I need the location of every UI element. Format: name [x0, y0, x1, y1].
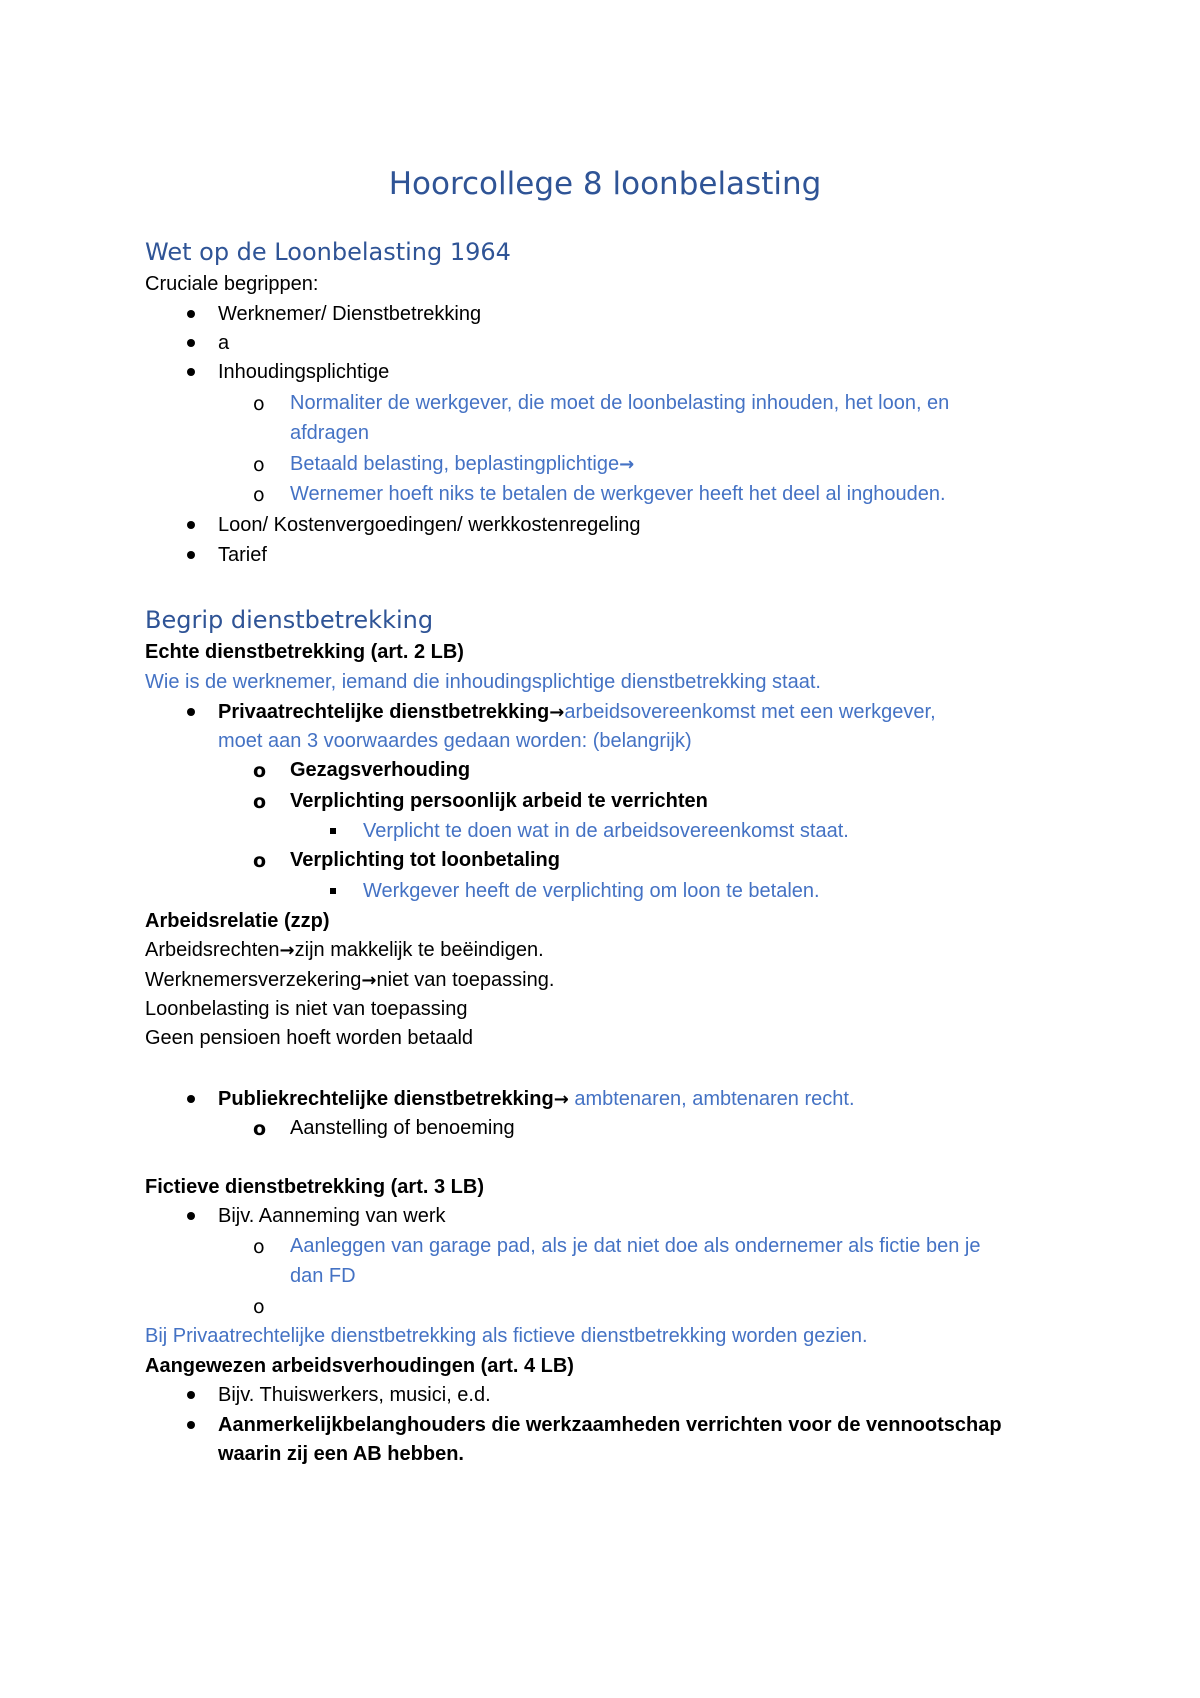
list-item: Verplichting persoonlijk arbeid te verrichten: [290, 790, 708, 812]
list-item: waarin zij een AB hebben.: [218, 1443, 464, 1465]
list-item: Aanmerkelijkbelanghouders die werkzaamheden verrichten voor de vennootschap: [218, 1414, 1002, 1436]
arrow-icon: →: [549, 702, 565, 723]
arrow-icon: →: [619, 454, 635, 475]
square-bullet-icon: [330, 888, 336, 894]
bullet-icon: [187, 1391, 195, 1399]
text-bij-priv: Bij Privaatrechtelijke dienstbetrekking als fictieve dienstbetrekking worden gezien.: [145, 1325, 868, 1347]
circle-bullet-icon: o: [253, 760, 267, 782]
list-item: Tarief: [218, 544, 267, 566]
subheading-fictieve: Fictieve dienstbetrekking (art. 3 LB): [145, 1176, 484, 1198]
list-item-priv: Privaatrechtelijke dienstbetrekking→arbeidsovereenkomst met een werkgever,: [218, 701, 936, 723]
list-item: afdragen: [290, 422, 369, 444]
text-line: Geen pensioen hoeft worden betaald: [145, 1027, 474, 1049]
text-line: Loonbelasting is niet van toepassing: [145, 998, 468, 1020]
text-line: Arbeidsrechten→zijn makkelijk te beëindigen.: [145, 939, 544, 961]
list-item: Normaliter de werkgever, die moet de loonbelasting inhouden, het loon, en: [290, 392, 950, 414]
list-item: Aanleggen van garage pad, als je dat niet doe als ondernemer als fictie ben je: [290, 1235, 981, 1257]
list-item: Aanstelling of benoeming: [290, 1117, 515, 1139]
list-item: Bijv. Thuiswerkers, musici, e.d.: [218, 1384, 491, 1406]
list-item: Wernemer hoeft niks te betalen de werkgever heeft het deel al inghouden.: [290, 483, 946, 505]
list-item: Bijv. Aanneming van werk: [218, 1205, 446, 1227]
document-title: Hoorcollege 8 loonbelasting: [388, 166, 822, 202]
list-item: Werknemer/ Dienstbetrekking: [218, 303, 482, 325]
bullet-icon: [187, 310, 195, 318]
section-heading-wet: Wet op de Loonbelasting 1964: [145, 238, 511, 266]
subheading-echte: Echte dienstbetrekking (art. 2 LB): [145, 641, 464, 663]
circle-bullet-icon: o: [253, 1296, 265, 1318]
list-item: dan FD: [290, 1265, 356, 1287]
list-item-publiek: Publiekrechtelijke dienstbetrekking→ ambtenaren, ambtenaren recht.: [218, 1088, 855, 1110]
square-bullet-icon: [330, 828, 336, 834]
list-item: Werkgever heeft de verplichting om loon te betalen.: [363, 880, 820, 902]
bullet-icon: [187, 368, 195, 376]
text-line: Werknemersverzekering→niet van toepassing.: [145, 969, 555, 991]
circle-bullet-icon: o: [253, 1118, 267, 1140]
list-item: Gezagsverhouding: [290, 759, 471, 781]
bullet-icon: [187, 1212, 195, 1220]
bullet-icon: [187, 1421, 195, 1429]
list-item: Betaald belasting, beplastingplichtige→: [290, 453, 635, 475]
intro-text: Cruciale begrippen:: [145, 273, 319, 295]
list-item: Loon/ Kostenvergoedingen/ werkkostenregeling: [218, 514, 641, 536]
circle-bullet-icon: o: [253, 791, 267, 813]
arrow-icon: →: [361, 970, 377, 991]
section-heading-begrip: Begrip dienstbetrekking: [145, 606, 434, 634]
list-item: moet aan 3 voorwaardes gedaan worden: (belangrijk): [218, 730, 692, 752]
list-item: Verplichting tot loonbetaling: [290, 849, 560, 871]
circle-bullet-icon: o: [253, 484, 265, 506]
circle-bullet-icon: o: [253, 393, 265, 415]
circle-bullet-icon: o: [253, 454, 265, 476]
list-item: a: [218, 332, 230, 354]
list-item: Inhoudingsplichtige: [218, 361, 390, 383]
list-item: Verplicht te doen wat in de arbeidsovereenkomst staat.: [363, 820, 849, 842]
circle-bullet-icon: o: [253, 850, 267, 872]
circle-bullet-icon: o: [253, 1236, 265, 1258]
bullet-icon: [187, 521, 195, 529]
bullet-icon: [187, 1095, 195, 1103]
text-wie: Wie is de werknemer, iemand die inhoudingsplichtige dienstbetrekking staat.: [145, 671, 821, 693]
bullet-icon: [187, 708, 195, 716]
arrow-icon: →: [553, 1089, 569, 1110]
arrow-icon: →: [279, 940, 295, 961]
bullet-icon: [187, 339, 195, 347]
subheading-aangewezen: Aangewezen arbeidsverhoudingen (art. 4 LB): [145, 1355, 574, 1377]
bullet-icon: [187, 551, 195, 559]
subheading-arbeidsrelatie: Arbeidsrelatie (zzp): [145, 910, 330, 932]
